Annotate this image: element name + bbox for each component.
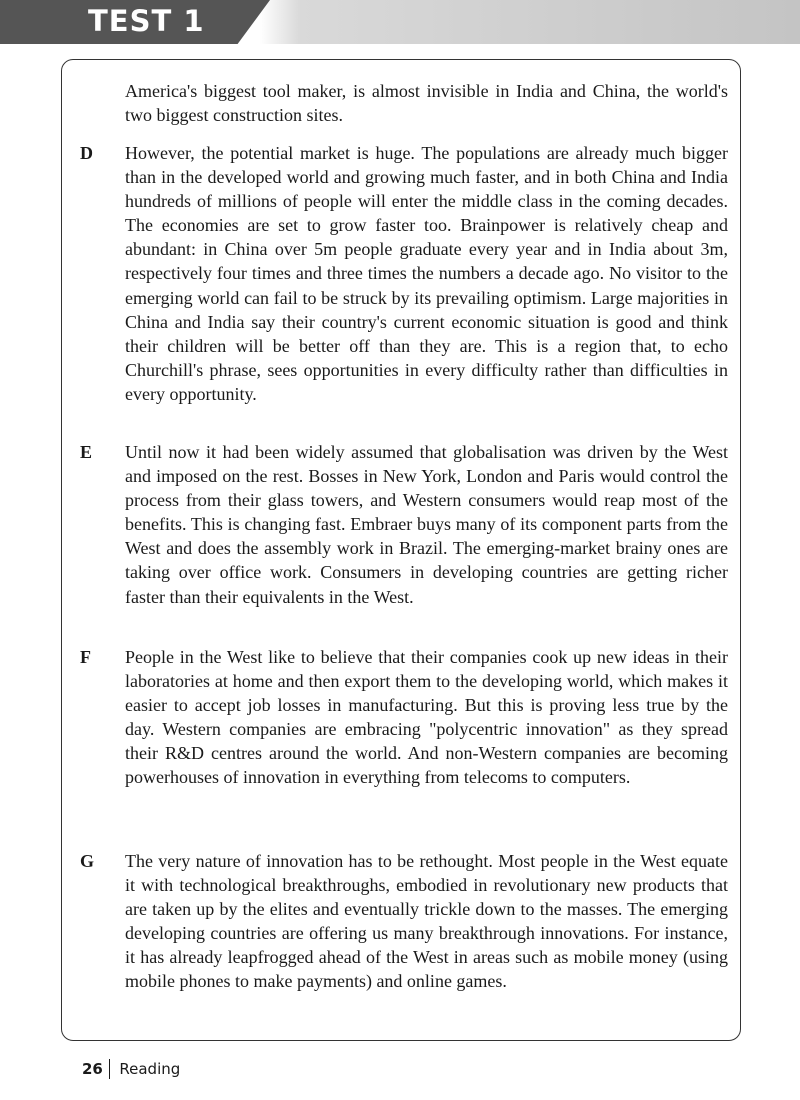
paragraph-d: However, the potential market is huge. The populations are already much bigger than in the developed world and growing much faster, and in both China and India hundreds of millions of people will enter the middle class in the coming decades. The economies are set to grow faster too. Brainpower is relatively cheap and abundant: in China over 5m people graduate every year and in India about 3m, respectively four times and three times the numbers a decade ago. No visitor to the emerging world can fail to be struck by its prevailing optimism. Large majorities in China and India say their country's current economic situation is good and think their children will be better off than they are. This is a region that, to echo Churchill's phrase, sees opportunities in every difficulty rather than difficulties in every opportunity. [125, 143, 728, 404]
paragraph-letter-g: G [80, 851, 95, 871]
footer-divider [109, 1059, 111, 1079]
paragraph-letter-e: E [80, 442, 93, 462]
paragraph-f: People in the West like to believe that their companies cook up new ideas in their laboratories at home and then export them to the developing world, which makes it easier to accept job losses in manufacturing. But this is proving less true by the day. Western companies are embracing "polycentric innovation" as they spread their R&D centres around the world. And non-Western companies are becoming powerhouses of innovation in everything from telecoms to computers. [125, 647, 728, 788]
test-title: TEST 1 [88, 4, 205, 38]
paragraph-letter-f: F [80, 647, 91, 667]
paragraph-g: The very nature of innovation has to be rethought. Most people in the West equate it with technological breakthroughs, embodied in revolutionary new products that are taken up by the elites and eventually trickle down to the masses. The emerging developing countries are offering us many breakthrough innovations. For instance, it has already leapfrogged ahead of the West in areas such as mobile money (using mobile phones to make payments) and online games. [125, 851, 728, 992]
paragraph-letter-d: D [80, 143, 93, 163]
page-footer [82, 1057, 180, 1081]
section-name: Reading [119, 1060, 181, 1078]
paragraph-e: Until now it had been widely assumed that globalisation was driven by the West and imposed on the rest. Bosses in New York, London and Paris would control the process from their glass towers, and Western consumers would reap most of the benefits. This is changing fast. Embraer buys many of its component parts from the West and does the assembly work in Brazil. The emerging-market brainy ones are taking over office work. Consumers in developing countries are getting richer faster than their equivalents in the West. [125, 442, 728, 607]
paragraph-continued: America's biggest tool maker, is almost invisible in India and China, the world's two biggest construction sites. [125, 81, 728, 126]
page-number: 26 [82, 1060, 103, 1078]
